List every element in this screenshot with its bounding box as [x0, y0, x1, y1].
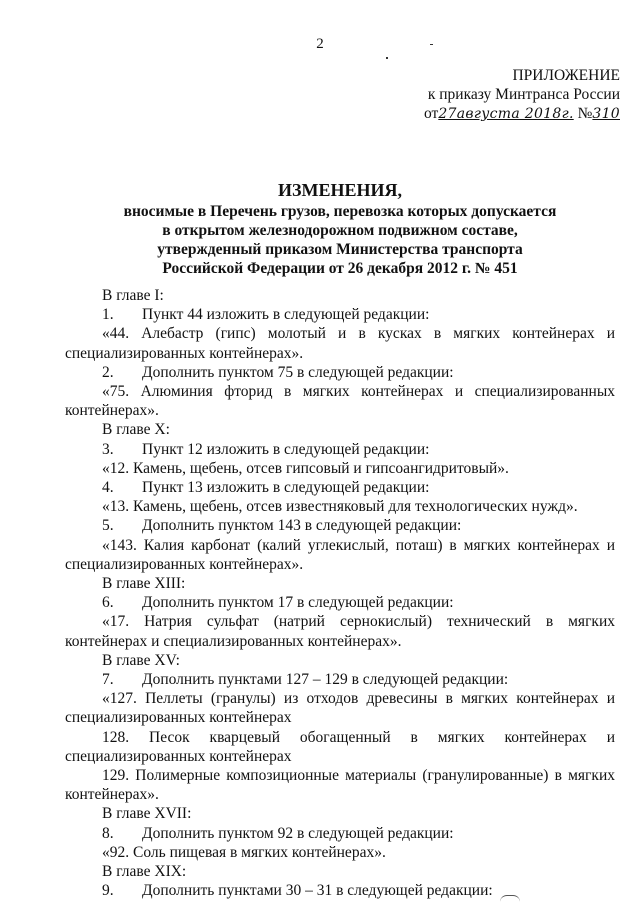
- date-prefix: от: [424, 105, 439, 122]
- quoted-clause: «12. Камень, щебень, отсев гипсовый и гипсоангидритовый».: [102, 459, 509, 477]
- list-item: [65, 363, 615, 382]
- document-heading: [90, 178, 590, 278]
- handwritten-number: 310: [592, 106, 620, 122]
- quoted-clause: «127. Пеллеты (гранулы) из отходов древесины в мягких контейнерах и специализированных контейнерах: [65, 690, 615, 727]
- list-item: [65, 516, 615, 535]
- list-item: [65, 440, 615, 459]
- item-text: Пункт 13 изложить в следующей редакции:: [142, 479, 430, 497]
- item-text: Дополнить пунктом 75 в следующей редакции:: [142, 363, 454, 381]
- list-item: [65, 478, 615, 497]
- scan-speck: [386, 57, 388, 59]
- item-text: Пункт 44 изложить в следующей редакции:: [142, 306, 430, 324]
- heading-line: вносимые в Перечень грузов, перевозка которых допускается: [123, 203, 557, 220]
- page-number: 2: [316, 36, 324, 52]
- quoted-clause: «75. Алюминия фторид в мягких контейнерах и специализированных контейнерах».: [65, 383, 615, 420]
- item-text: Дополнить пунктами 30 – 31 в следующей редакции:: [142, 882, 493, 900]
- appendix-title: ПРИЛОЖЕНИЕ: [512, 67, 620, 84]
- item-text: Дополнить пунктами 127 – 129 в следующей редакции:: [142, 671, 509, 689]
- quoted-clause: 129. Полимерные композиционные материалы (гранулированные) в мягких контейнерах».: [65, 767, 615, 804]
- document-body: [65, 286, 615, 901]
- item-text: Дополнить пунктом 17 в следующей редакции:: [142, 594, 454, 612]
- scan-mark: [500, 895, 520, 902]
- list-item: [65, 670, 615, 689]
- quoted-clause: 128. Песок кварцевый обогащенный в мягких контейнерах и: [102, 728, 615, 746]
- chapter-ref: В главе XVII:: [102, 805, 192, 823]
- quoted-clause: «13. Камень, щебень, отсев известняковый для технологических нужд».: [102, 498, 578, 516]
- item-number: 1.: [102, 306, 114, 324]
- item-number: 4.: [102, 479, 114, 497]
- scan-speck: [430, 44, 433, 45]
- heading-title: ИЗМЕНЕНИЯ,: [277, 180, 402, 200]
- list-item: [65, 305, 615, 324]
- quoted-clause: «17. Натрия сульфат (натрий сернокислый) технический в мягких контейнерах и специализированных контейнерах».: [65, 613, 615, 650]
- list-item: [65, 881, 615, 900]
- item-text: Дополнить пунктом 143 в следующей редакции:: [142, 517, 462, 535]
- appendix-block: [420, 66, 620, 124]
- chapter-ref: В главе I:: [102, 287, 164, 304]
- item-number: 8.: [102, 824, 114, 842]
- item-number: 7.: [102, 671, 114, 689]
- quoted-clause: «92. Соль пищевая в мягких контейнерах».: [102, 843, 386, 861]
- appendix-date-line: [420, 104, 620, 124]
- list-item: [65, 824, 615, 843]
- chapter-ref: В главе XIX:: [102, 863, 187, 881]
- heading-line: Российской Федерации от 26 декабря 2012 г. № 451: [162, 260, 518, 277]
- item-number: 3.: [102, 440, 114, 458]
- item-text: Пункт 12 изложить в следующей редакции:: [142, 440, 430, 458]
- list-item: [65, 593, 615, 612]
- chapter-ref: В главе XV:: [102, 651, 180, 669]
- item-number: 9.: [102, 882, 114, 900]
- chapter-ref: В главе X:: [102, 421, 170, 439]
- number-prefix: №: [577, 105, 593, 122]
- heading-line: утвержденный приказом Министерства транспорта: [157, 241, 523, 258]
- heading-line: в открытом железнодорожном подвижном составе,: [162, 222, 518, 239]
- quoted-clause: «143. Калия карбонат (калий углекислый, поташ) в мягких контейнерах и специализированных контейнерах».: [65, 536, 615, 573]
- appendix-order-ref: к приказу Минтранса России: [427, 86, 620, 103]
- item-number: 5.: [102, 517, 114, 535]
- chapter-ref: В главе XIII:: [102, 575, 186, 593]
- handwritten-date: 27августа 2018г.: [438, 106, 574, 122]
- quoted-clause: «44. Алебастр (гипс) молотый и в кусках в мягких контейнерах и специализированных контейнерах».: [65, 325, 615, 362]
- item-number: 6.: [102, 594, 114, 612]
- item-text: Дополнить пунктом 92 в следующей редакции:: [142, 824, 454, 842]
- quoted-clause: специализированных контейнерах: [65, 747, 292, 765]
- item-number: 2.: [102, 363, 114, 381]
